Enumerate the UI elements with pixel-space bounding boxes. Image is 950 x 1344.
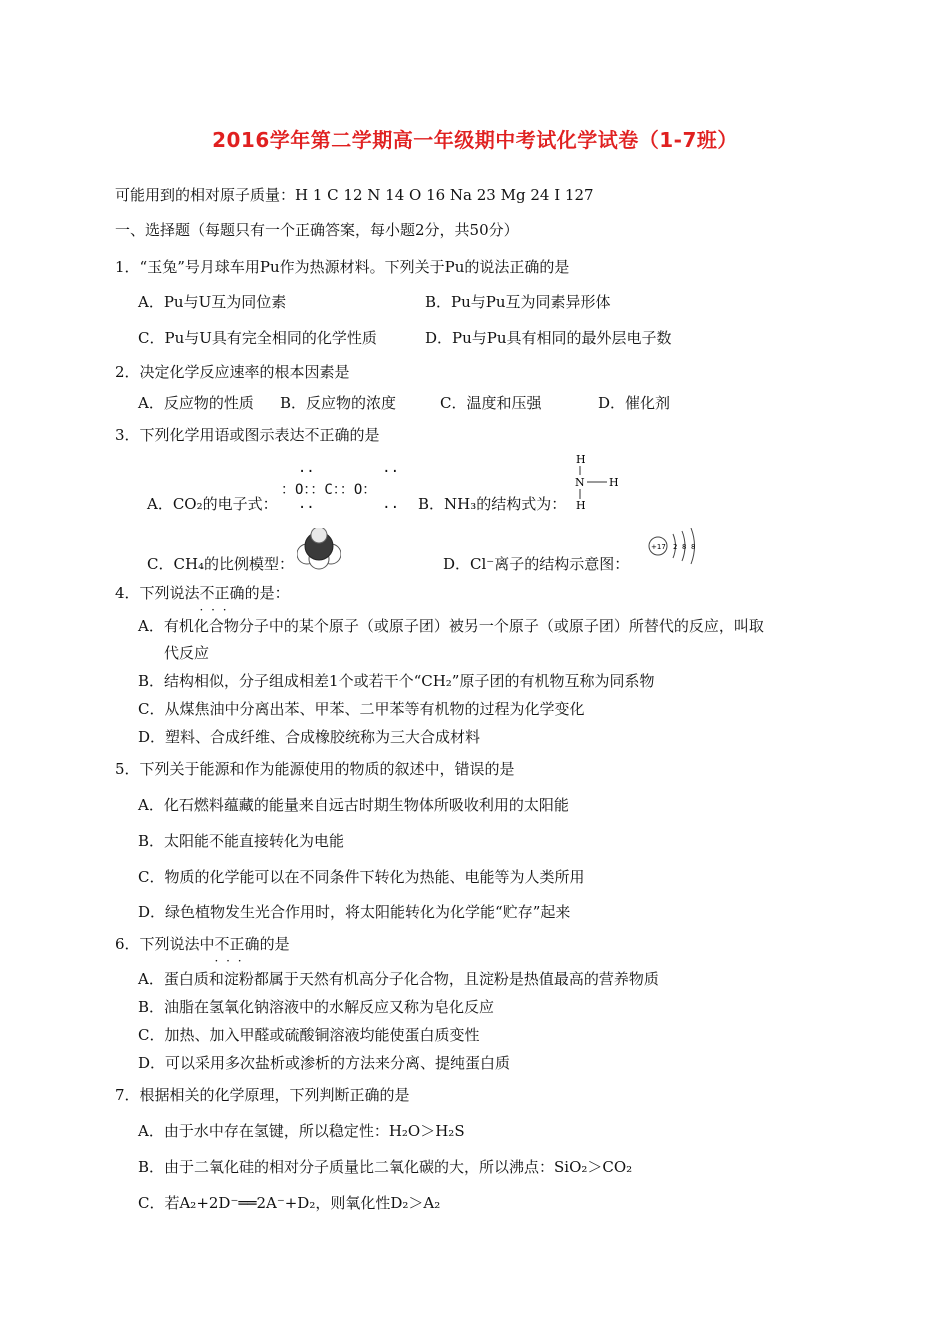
q2-option-b: B．反应物的浓度 <box>280 394 397 412</box>
nh3-n: N <box>575 476 585 489</box>
q6-option-c: C．加热、加入甲醛或硫酸铜溶液均能使蛋白质变性 <box>138 1026 480 1044</box>
q1-option-c: C．Pu与U具有完全相同的化学性质 <box>138 329 377 347</box>
q4-option-d: D．塑料、合成纤维、合成橡胶统称为三大合成材料 <box>138 728 481 746</box>
cl-nucleus-charge: +17 <box>651 543 666 551</box>
ch4-space-filling-model <box>297 528 341 570</box>
nh3-structure-diagram <box>565 453 635 513</box>
q6-stem: 6．下列说法中不正确 · · ·的是 <box>115 934 290 954</box>
q3-option-d: D．Cl⁻离子的结构示意图： <box>443 555 630 573</box>
q7-option-b: B．由于二氧化硅的相对分子质量比二氧化碳的大，所以沸点：SiO₂＞CO₂ <box>138 1158 633 1176</box>
cl-shell-1: 2 <box>673 543 678 551</box>
nh3-h-right: H <box>609 476 619 489</box>
q3-option-b: B．NH₃的结构式为： <box>418 495 567 513</box>
q6-emphasis: 不正确 · · · <box>215 935 260 953</box>
q7-option-c: C．若A₂+2D⁻══2A⁻+D₂，则氧化性D₂＞A₂ <box>138 1194 441 1212</box>
q4-option-b: B．结构相似，分子组成相差1个或若干个“CH₂”原子团的有机物互称为同系物 <box>138 672 655 690</box>
q2-option-d: D．催化剂 <box>598 394 671 412</box>
q7-stem: 7．根据相关的化学原理，下列判断正确的是 <box>115 1086 410 1104</box>
q1-stem: 1．“玉兔”号月球车用Pu作为热源材料。下列关于Pu的说法正确的是 <box>115 258 570 276</box>
cl-shell-2: 8 <box>682 543 687 551</box>
q4-emphasis: 不正确 · · · <box>200 584 245 602</box>
nh3-h-bottom: H <box>576 499 586 512</box>
q4-option-a-cont: 代反应 <box>164 644 210 662</box>
section-heading: 一、选择题（每题只有一个正确答案，每小题2分，共50分） <box>115 221 519 239</box>
q5-option-a: A．化石燃料蕴藏的能量来自远古时期生物体所吸收利用的太阳能 <box>138 796 569 814</box>
q5-option-b: B．太阳能不能直接转化为电能 <box>138 832 345 850</box>
q1-option-a: A．Pu与U互为同位素 <box>138 293 287 311</box>
q4-stem: 4．下列说法不正确 · · ·的是： <box>115 583 290 603</box>
q6-option-a: A．蛋白质和淀粉都属于天然有机高分子化合物，且淀粉是热值最高的营养物质 <box>138 970 659 988</box>
nh3-h-top: H <box>576 453 586 466</box>
q3-option-c: C．CH₄的比例模型： <box>147 555 295 573</box>
q2-option-a: A．反应物的性质 <box>138 394 254 412</box>
q6-option-b: B．油脂在氢氧化钠溶液中的水解反应又称为皂化反应 <box>138 998 495 1016</box>
atomic-masses: 可能用到的相对原子质量：H 1 C 12 N 14 O 16 Na 23 Mg 24 I 127 <box>115 186 594 204</box>
q1-option-d: D．Pu与Pu具有相同的最外层电子数 <box>425 329 672 347</box>
cl-shell-3: 8 <box>691 543 696 551</box>
exam-title: 2016学年第二学期高一年级期中考试化学试卷（1-7班） <box>212 128 738 152</box>
q5-stem: 5．下列关于能源和作为能源使用的物质的叙述中，错误的是 <box>115 760 515 778</box>
q5-option-c: C．物质的化学能可以在不同条件下转化为热能、电能等为人类所用 <box>138 868 585 886</box>
q5-option-d: D．绿色植物发生光合作用时，将太阳能转化为化学能“贮存”起来 <box>138 903 571 921</box>
q7-option-a: A．由于水中存在氢键，所以稳定性：H₂O＞H₂S <box>138 1122 465 1140</box>
q3-stem: 3．下列化学用语或图示表达不正确的是 <box>115 426 380 444</box>
q3-option-a: A．CO₂的电子式： <box>147 495 278 513</box>
q4-option-a: A．有机化合物分子中的某个原子（或原子团）被另一个原子（或原子团）所替代的反应，叫取 <box>138 617 764 635</box>
q4-option-c: C．从煤焦油中分离出苯、甲苯、二甲苯等有机物的过程为化学变化 <box>138 700 585 718</box>
q1-option-b: B．Pu与Pu互为同素异形体 <box>425 293 611 311</box>
cl-ion-structure-diagram <box>646 528 706 576</box>
q2-option-c: C．温度和压强 <box>440 394 542 412</box>
q2-stem: 2．决定化学反应速率的根本因素是 <box>115 363 350 381</box>
q6-option-d: D．可以采用多次盐析或渗析的方法来分离、提纯蛋白质 <box>138 1054 511 1072</box>
co2-electron-formula: ·· ·· ：O：：C：：O： ·· ·· <box>281 464 400 516</box>
